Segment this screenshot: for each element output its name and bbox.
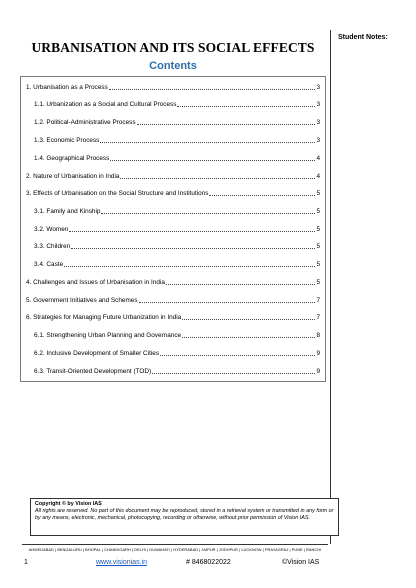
toc-leader	[137, 123, 316, 125]
notes-column-divider	[330, 30, 331, 544]
toc-leader	[71, 247, 315, 249]
toc-entry-title: 3.2. Women	[34, 226, 69, 233]
toc-entry-page: 9	[316, 368, 320, 375]
footer-divider	[22, 544, 328, 545]
toc-leader	[109, 88, 316, 90]
toc-entry[interactable]	[34, 350, 320, 358]
toc-entry-page: 4	[316, 155, 320, 162]
toc-entry[interactable]	[34, 368, 320, 376]
toc-entry[interactable]	[34, 155, 320, 163]
toc-entry-title: 4. Challenges and Issues of Urbanisation in India	[26, 279, 165, 286]
toc-entry-title: 1.3. Economic Process	[34, 137, 100, 144]
website-link[interactable]: www.visionias.in	[96, 559, 147, 566]
toc-leader	[110, 159, 315, 161]
copyright-body: All rights are reserved. No part of this document may be reproduced, stored in a retrieval system or transmitted in any form or by any means, electronic, mechanical, photocopying, recording or otherwise, without prior permission of Vision IAS.	[35, 508, 334, 521]
copyright-box	[30, 498, 339, 536]
toc-entry-page: 9	[316, 350, 320, 357]
toc-entry-title: 6.1. Strengthening Urban Planning and Governance	[34, 332, 182, 339]
toc-entry-page: 3	[316, 137, 320, 144]
toc-entry-title: 1.4. Geographical Process	[34, 155, 110, 162]
toc-entry[interactable]	[26, 314, 320, 322]
toc-entry-title: 5. Government Initiatives and Schemes	[26, 297, 138, 304]
toc-entry[interactable]	[34, 243, 320, 251]
toc-entry-page: 3	[316, 101, 320, 108]
student-notes-label: Student Notes:	[338, 34, 388, 41]
toc-entry-page: 3	[316, 119, 320, 126]
toc-leader	[166, 283, 316, 285]
toc-entry[interactable]	[26, 173, 320, 181]
toc-entry[interactable]	[26, 297, 320, 305]
contents-heading: Contents	[149, 60, 197, 72]
toc-entry-title: 3. Effects of Urbanisation on the Social Structure and Institutions	[26, 190, 209, 197]
toc-entry-title: 6.3. Transit-Oriented Development (TOD)	[34, 368, 152, 375]
toc-leader	[209, 194, 315, 196]
toc-entry-page: 8	[316, 332, 320, 339]
toc-entry[interactable]	[34, 101, 320, 109]
toc-entry-title: 1.2. Political-Administrative Process	[34, 119, 136, 126]
toc-entry[interactable]	[26, 190, 320, 198]
footer-brand: ©Vision IAS	[282, 559, 320, 566]
toc-entry-page: 4	[316, 173, 320, 180]
document-title: URBANISATION AND ITS SOCIAL EFFECTS	[31, 40, 315, 55]
copyright-title: Copyright © by Vision IAS	[35, 501, 102, 507]
toc-entry-page: 5	[316, 243, 320, 250]
phone-number: # 8468022022	[186, 559, 231, 566]
toc-entry-page: 5	[316, 208, 320, 215]
table-of-contents	[20, 76, 326, 382]
toc-entry-page: 5	[316, 279, 320, 286]
toc-entry[interactable]	[34, 119, 320, 127]
toc-entry-page: 5	[316, 190, 320, 197]
footer-cities: AHMEDABAD | BENGALURU | BHOPAL | CHANDIGARH | DELHI | GUWAHATI | HYDERABAD | JAIPUR | JODHPUR | LUCKNOW | PRAYAGRAJ | PUNE | RANCHI	[28, 547, 322, 552]
toc-leader	[152, 372, 315, 374]
toc-entry-title: 3.4. Caste	[34, 261, 64, 268]
toc-entry-title: 6. Strategies for Managing Future Urbanization in India	[26, 314, 182, 321]
toc-entry-title: 3.3. Children	[34, 243, 71, 250]
toc-leader	[101, 212, 315, 214]
toc-leader	[182, 318, 315, 320]
toc-leader	[182, 336, 315, 338]
toc-entry[interactable]	[34, 261, 320, 269]
toc-entry-title: 6.2. Inclusive Development of Smaller Cities	[34, 350, 160, 357]
toc-leader	[139, 301, 316, 303]
page-number: 1	[24, 559, 28, 566]
toc-entry-title: 2. Nature of Urbanisation in India	[26, 173, 120, 180]
toc-entry-page: 5	[316, 261, 320, 268]
toc-entry-title: 1. Urbanisation as a Process	[26, 84, 108, 91]
toc-entry-page: 7	[316, 297, 320, 304]
toc-entry-title: 3.1. Family and Kinship	[34, 208, 101, 215]
toc-entry[interactable]	[34, 226, 320, 234]
toc-entry-page: 7	[316, 314, 320, 321]
toc-leader	[100, 141, 315, 143]
toc-entry[interactable]	[34, 137, 320, 145]
toc-leader	[120, 177, 315, 179]
toc-entry-title: 1.1. Urbanization as a Social and Cultural Process	[34, 101, 177, 108]
toc-entry[interactable]	[34, 332, 320, 340]
toc-entry[interactable]	[26, 84, 320, 92]
toc-entry[interactable]	[26, 279, 320, 287]
toc-entry-page: 3	[316, 84, 320, 91]
toc-entry-page: 5	[316, 226, 320, 233]
toc-leader	[177, 105, 315, 107]
toc-entry[interactable]	[34, 208, 320, 216]
toc-leader	[69, 230, 315, 232]
toc-leader	[64, 265, 315, 267]
toc-leader	[160, 354, 315, 356]
